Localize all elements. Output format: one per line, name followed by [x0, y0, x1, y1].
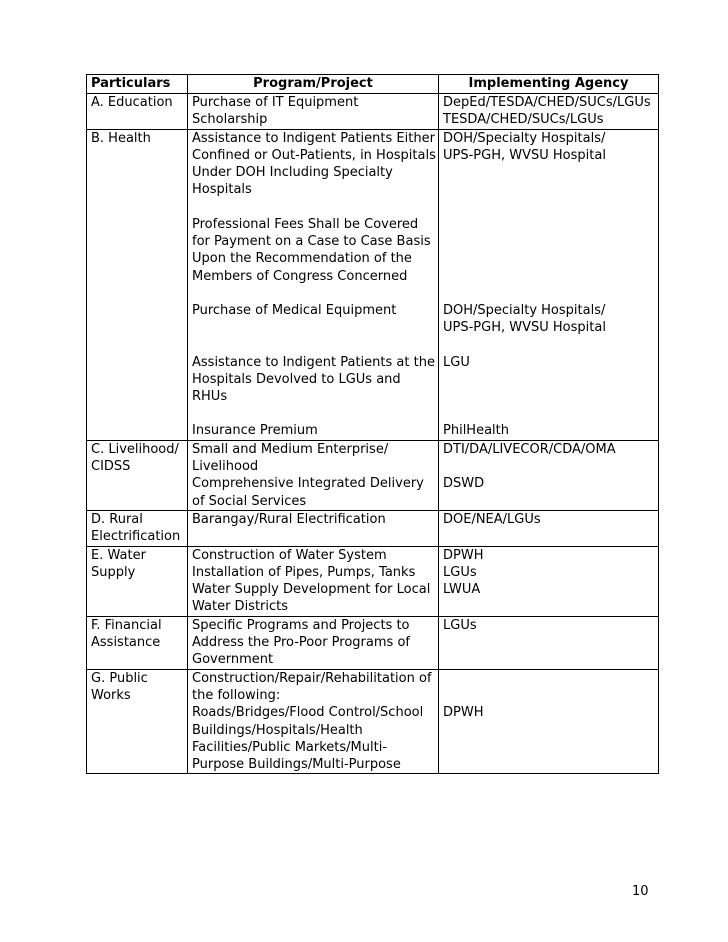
table-row [87, 546, 659, 616]
agency-cell [439, 94, 659, 130]
agency-text [443, 371, 658, 388]
agency-text: DSWD [443, 476, 485, 492]
agency-text: LGUs [443, 564, 477, 580]
particulars-text: G. Public [91, 670, 148, 686]
program-entry [192, 94, 438, 129]
program-entry [192, 511, 438, 528]
particulars-cell [87, 669, 188, 774]
table-row [87, 94, 659, 130]
agency-entry [443, 422, 658, 439]
agency-entry [443, 617, 658, 669]
program-text: Under DOH Including Specialty [192, 165, 393, 181]
agency-text [443, 756, 658, 773]
program-cell [188, 440, 439, 510]
program-entry [192, 670, 438, 774]
agency-text [443, 651, 658, 668]
program-text: Buildings/Hospitals/Health [192, 722, 363, 738]
agency-text [443, 268, 658, 285]
program-text: Purpose Buildings/Multi-Purpose [192, 757, 401, 773]
program-text: for Payment on a Case to Case Basis [192, 234, 431, 250]
program-text: Hospitals Devolved to LGUs and [192, 371, 401, 387]
program-text: Construction/Repair/Rehabilitation of [192, 670, 432, 686]
program-cell [188, 616, 439, 669]
program-text: Purchase of IT Equipment [192, 95, 359, 110]
agency-text: DOE/NEA/LGUs [443, 511, 541, 527]
agency-cell [439, 616, 659, 669]
program-text: RHUs [192, 389, 228, 405]
agency-entry [443, 130, 658, 199]
program-entry [192, 354, 438, 406]
program-cell [188, 546, 439, 616]
program-text: Small and Medium Enterprise/ [192, 441, 389, 457]
program-text: Professional Fees Shall be Covered [192, 216, 419, 232]
agency-text: DPWH [443, 547, 484, 563]
table-row [87, 669, 659, 774]
program-text: Purchase of Medical Equipment [192, 302, 397, 318]
program-text: Installation of Pipes, Pumps, Tanks [192, 564, 416, 580]
program-text: Barangay/Rural Electrification [192, 511, 386, 527]
program-entry [192, 547, 438, 616]
agency-text: DTI/DA/LIVECOR/CDA/OMA [443, 441, 616, 457]
program-text: Address the Pro-Poor Programs of [192, 635, 410, 651]
program-entry [192, 216, 438, 285]
program-text: Scholarship [192, 112, 268, 128]
agency-entry [443, 302, 658, 337]
agency-text [443, 634, 658, 651]
program-entry [192, 130, 438, 199]
program-text: Assistance to Indigent Patients Either [192, 130, 435, 146]
agency-text [443, 216, 658, 233]
program-text: of Social Services [192, 493, 307, 509]
agency-text [443, 233, 658, 250]
program-text: Government [192, 652, 274, 668]
header-particulars: Particulars [87, 75, 188, 94]
agency-text: DOH/Specialty Hospitals/ [443, 302, 606, 318]
program-entry [192, 441, 438, 510]
program-text: Construction of Water System [192, 547, 387, 563]
agency-text [443, 739, 658, 756]
particulars-text: Supply [91, 564, 136, 580]
program-text: the following: [192, 687, 281, 703]
agency-cell [439, 440, 659, 510]
particulars-cell [87, 510, 188, 546]
program-text: Specific Programs and Projects to [192, 617, 410, 633]
particulars-text: Works [91, 687, 131, 703]
agency-text: UPS-PGH, WVSU Hospital [443, 147, 606, 163]
particulars-text: F. Financial [91, 617, 162, 633]
program-cell [188, 129, 439, 440]
program-text: Water Districts [192, 599, 289, 615]
program-text: Livelihood [192, 459, 259, 475]
agency-text: DOH/Specialty Hospitals/ [443, 130, 606, 146]
particulars-text: Assistance [91, 635, 161, 651]
agency-entry [443, 670, 658, 774]
agency-text [443, 458, 658, 475]
programs-table [86, 74, 659, 774]
program-cell [188, 510, 439, 546]
agency-entry [443, 441, 658, 510]
particulars-cell [87, 129, 188, 440]
table-row [87, 129, 659, 440]
agency-text [443, 687, 658, 704]
program-text: Assistance to Indigent Patients at the [192, 354, 435, 370]
agency-text [443, 493, 658, 510]
header-implementing-agency: Implementing Agency [439, 75, 659, 94]
program-text: Confined or Out-Patients, in Hospitals [192, 147, 436, 163]
agency-cell [439, 669, 659, 774]
particulars-text: E. Water [91, 547, 146, 563]
agency-entry [443, 94, 658, 129]
agency-cell [439, 546, 659, 616]
agency-text [443, 670, 658, 687]
agency-text: DepEd/TESDA/CHED/SUCs/LGUs [443, 95, 651, 110]
agency-text [443, 250, 658, 267]
agency-entry [443, 354, 658, 406]
table-row [87, 440, 659, 510]
program-text: Members of Congress Concerned [192, 268, 408, 284]
program-text: Insurance Premium [192, 423, 318, 439]
particulars-text: Electrification [91, 529, 181, 545]
agency-text: UPS-PGH, WVSU Hospital [443, 320, 606, 336]
page-number: 10 [632, 884, 649, 899]
particulars-cell [87, 546, 188, 616]
agency-text: LWUA [443, 582, 481, 598]
particulars-text: C. Livelihood/ [91, 441, 179, 457]
program-text [192, 319, 438, 336]
agency-entry [443, 511, 658, 528]
agency-text: PhilHealth [443, 423, 509, 439]
agency-text [443, 181, 658, 198]
agency-text [443, 598, 658, 615]
particulars-cell [87, 94, 188, 130]
table-body [87, 94, 659, 774]
program-entry [192, 422, 438, 439]
particulars-cell [87, 440, 188, 510]
agency-text [443, 164, 658, 181]
particulars-text: CIDSS [91, 459, 131, 475]
particulars-text: A. Education [91, 95, 173, 110]
agency-text: DPWH [443, 705, 484, 721]
program-text: Upon the Recommendation of the [192, 251, 412, 267]
agency-entry [443, 216, 658, 285]
table-row [87, 616, 659, 669]
particulars-text: B. Health [91, 130, 151, 146]
program-entry [192, 617, 438, 669]
agency-cell [439, 510, 659, 546]
agency-text: TESDA/CHED/SUCs/LGUs [443, 112, 604, 128]
particulars-text: D. Rural [91, 511, 143, 527]
program-entry [192, 302, 438, 337]
program-text: Hospitals [192, 182, 252, 198]
header-row [87, 75, 659, 94]
agency-text [443, 388, 658, 405]
agency-text: LGUs [443, 617, 477, 633]
table-row [87, 510, 659, 546]
program-text: Facilities/Public Markets/Multi- [192, 739, 388, 755]
program-text: Roads/Bridges/Flood Control/School [192, 705, 424, 721]
agency-cell [439, 129, 659, 440]
program-cell [188, 669, 439, 774]
agency-text: LGU [443, 354, 470, 370]
program-text: Water Supply Development for Local [192, 582, 431, 598]
program-text: Comprehensive Integrated Delivery [192, 476, 424, 492]
header-program-project: Program/Project [188, 75, 439, 94]
program-cell [188, 94, 439, 130]
particulars-cell [87, 616, 188, 669]
agency-text [443, 722, 658, 739]
agency-entry [443, 547, 658, 616]
